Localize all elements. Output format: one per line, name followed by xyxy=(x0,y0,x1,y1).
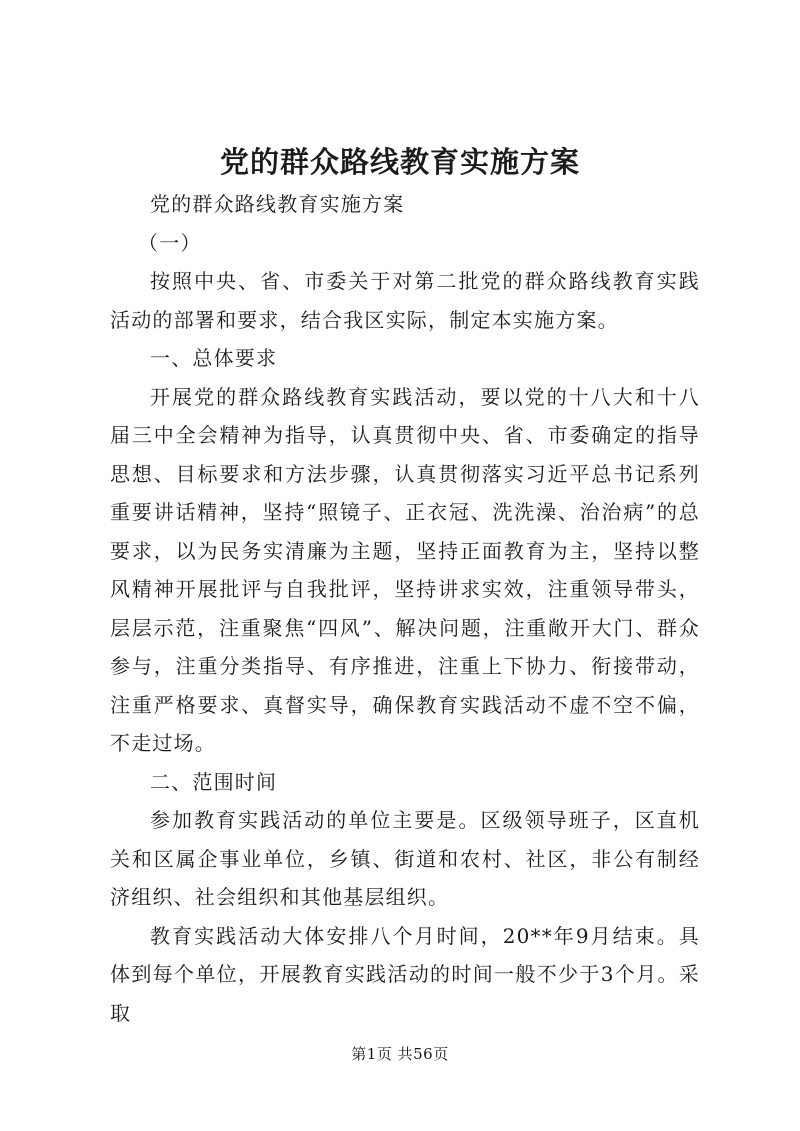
document-title: 党的群众路线教育实施方案 xyxy=(219,145,580,179)
paragraph-scope: 参加教育实践活动的单位主要是。区级领导班子，区直机关和区属企事业单位，乡镇、街道和农村、社区，非公有制经济组织、社会组织和其他基层组织。 xyxy=(110,808,700,909)
paragraph-requirements: 开展党的群众路线教育实践活动，要以党的十八大和十八届三中全会精神为指导，认真贯彻中央、省、市委确定的指导思想、目标要求和方法步骤，认真贯彻落实习近平总书记系列重要讲话精神，坚持“照镜子、正衣冠、洗洗澡、治治病”的总要求，以为民务实清廉为主题，坚持正面教育为主，坚持以整风精神开展批评与自我批评，坚持讲求实效，注重领导带头，层层示范，注重聚焦“四风”、解决问题，注重敞开大门、群众参与，注重分类指导、有序推进，注重上下协力、衔接带动，注重严格要求、真督实导，确保教育实践活动不虚不空不偏，不走过场。 xyxy=(110,384,700,755)
document-body xyxy=(110,185,700,1032)
section-heading-overall-requirements: 一、总体要求 xyxy=(150,346,278,370)
section-heading-scope-time: 二、范围时间 xyxy=(150,769,278,794)
paragraph-time: 教育实践活动大体安排八个月时间，20**年9月结束。具体到每个单位，开展教育实践活动的时间一般不少于3个月。采取 xyxy=(110,923,700,1025)
part-marker: （一） xyxy=(138,230,202,255)
page-footer: 第1页 共56页 xyxy=(351,1045,449,1063)
paragraph-intro: 按照中央、省、市委关于对第二批党的群众路线教育实践活动的部署和要求，结合我区实际，制定本实施方案。 xyxy=(110,269,700,332)
subtitle-line: 党的群众路线教育实施方案 xyxy=(150,192,405,216)
